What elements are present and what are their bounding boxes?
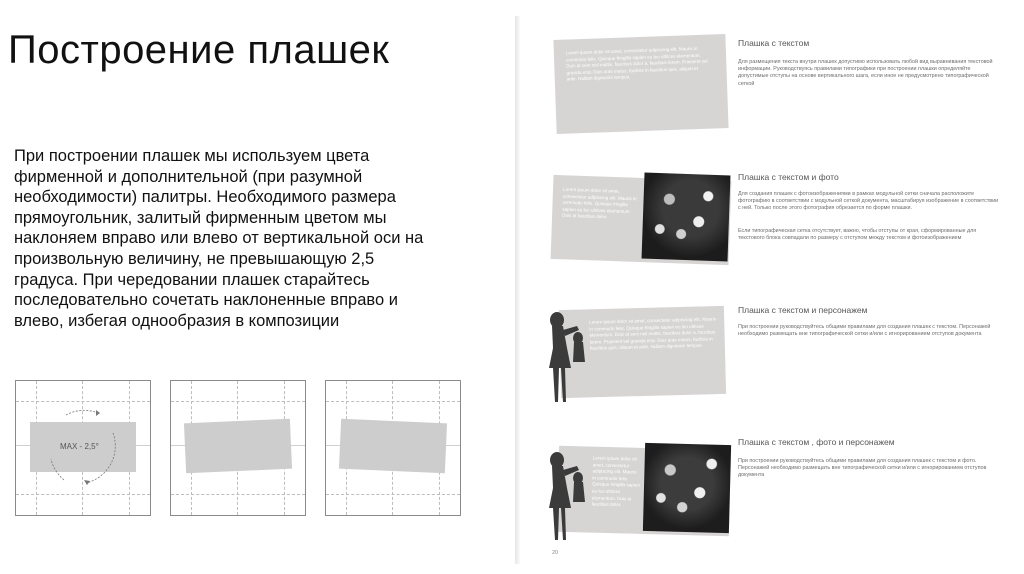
plate-lorem: Lorem ipsum dolor sit amet, consectetur adipiscing elit. Mauris in commodo felis. Quisque fringilla sapien eu leo ultrices elementum. Duis at sem nisl mattis, faucibus dolor a, faucibus lorem. Praesent vel gravida erat. Duis ante metus, facilisis in faucibus quis, aliquet et ante. Nullam dignissim tempus. bbox=[589, 316, 717, 352]
plate-lorem: Lorem ipsum dolor sit amet, consectetur adipiscing elit. Mauris in commodo felis. Quisque fringilla sapien eu leo ultrices elementum. Duis at faucibus dolor. bbox=[591, 455, 641, 508]
section-heading: Плашка с текстом , фото и персонажем bbox=[738, 437, 895, 447]
max-angle-label: MAX - 2,5° bbox=[60, 442, 99, 451]
pizza-photo bbox=[643, 443, 731, 533]
girl-silhouette-icon bbox=[543, 308, 591, 408]
section-description: При построении руководствуйтесь общими правилами для создания плашек с текстом и фото. Персонажей необходимо размещать вне типографической сетки и/или с игнорированием отступов документа bbox=[738, 458, 987, 479]
slide-title: Построение плашек bbox=[8, 28, 390, 72]
plate-rect bbox=[339, 419, 447, 474]
grid-frame-straight bbox=[15, 380, 151, 516]
body-paragraph: При построении плашек мы используем цвета фирменной и дополнительной (при разумной необходимости) палитры. Необходимого размера прямоугольник, залитый фирменным цветом мы наклоняем вправо или влево от вертикальной оси на произвольную величину, не превышающую 2,5 градуса. При чередовании плашек старайтесь последовательно сочетать наклоненные вправо и влево, избегая однообразия в композиции bbox=[14, 147, 424, 330]
section-description: При построении руководствуйтесь общими правилами для создания плашек с текстом. Персонажей необходимо размещать вне типографической сетки и/или с игнорированием отступов документа bbox=[738, 324, 991, 338]
girl-silhouette-icon bbox=[543, 448, 591, 548]
page-number: 20 bbox=[552, 550, 559, 556]
section-heading: Плашка с текстом и персонажем bbox=[738, 305, 868, 315]
section-description-2: Если типографическая сетка отсутствует, важно, чтобы отступы от края, сформированные для текстового блока совпадали по размеру с отступом между текстом и фотоизображением bbox=[738, 228, 977, 242]
pizza-photo bbox=[642, 173, 731, 262]
section-heading: Плашка с текстом и фото bbox=[738, 172, 839, 182]
section-heading: Плашка с текстом bbox=[738, 38, 810, 48]
section-description: Для размещения текста внутри плашек допустимо использовать любой вид выравнивания текстовой информации. Руководствуясь правилами типографики при построении плашки определяйте допустимые отступы на основе вертикального шага, если иное не предусмотрено типографической сеткой bbox=[738, 59, 993, 87]
section-description: Для создания плашек с фотоизображениями в рамках модульной сетки сначала расположите фотографию в соответствии с модульной сеткой документа, масштабируя изображение в соответствии с ней. Только после этого фотография обрезается по форме плашки. bbox=[738, 191, 999, 212]
plate-rect bbox=[184, 419, 292, 474]
grid-frame-tilt-left bbox=[325, 380, 461, 516]
plate-lorem: Lorem ipsum dolor sit amet, consectetur adipiscing elit. Mauris in commodo felis. Quisque fringilla sapien eu leo ultrices elementum. Duis at faucibus dolor. bbox=[562, 186, 637, 220]
grid-frame-tilt-right bbox=[170, 380, 306, 516]
plate-lorem: Lorem ipsum dolor sit amet, consectetur adipiscing elit. Mauris in commodo felis. Quisque fringilla sapien eu leo ultrices elementum. Duis at sem nisl mattis, faucibus dolor a, faucibus lorem. Praesent vel gravida erat. Duis ante metus, facilisis in faucibus quis, aliquet et ante. Nullam dignissim tempus. bbox=[565, 45, 708, 82]
